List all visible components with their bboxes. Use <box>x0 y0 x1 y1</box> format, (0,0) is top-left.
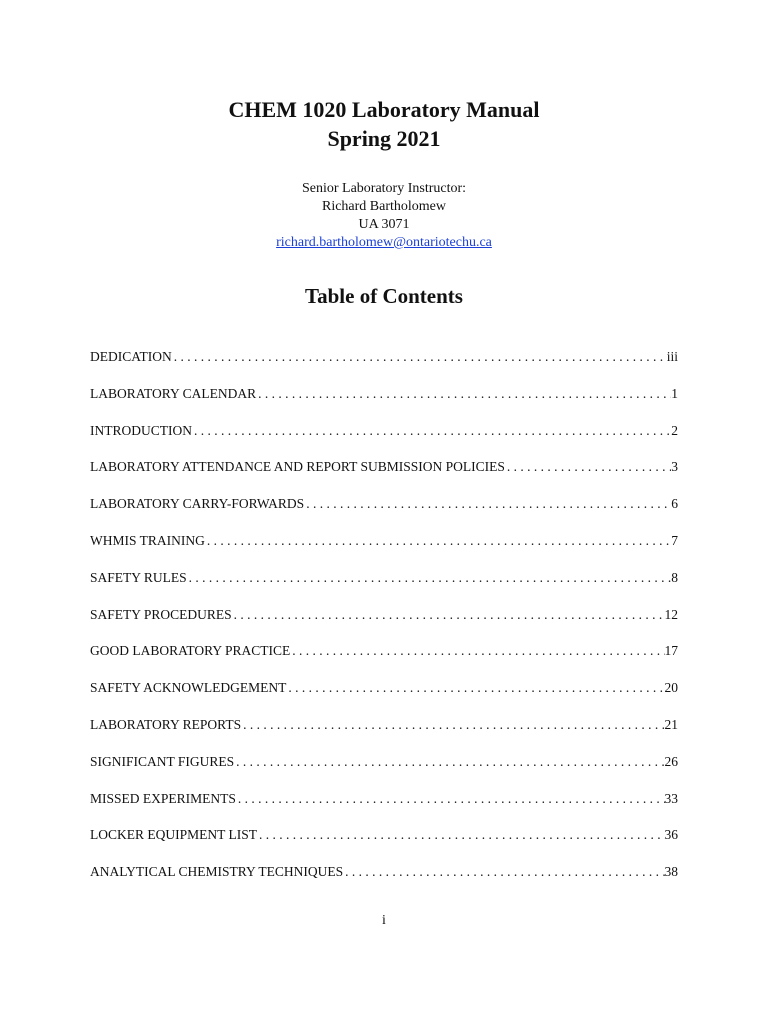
toc-dot-leader <box>187 570 672 586</box>
toc-entry-page: iii <box>666 349 678 364</box>
toc-entry-page: 12 <box>664 606 678 622</box>
toc-entry-page: 21 <box>664 716 678 732</box>
toc-entry[interactable] <box>90 717 678 754</box>
toc-entry-label: ANALYTICAL CHEMISTRY TECHNIQUES <box>90 864 344 880</box>
toc-entry[interactable] <box>90 680 678 717</box>
toc-entry[interactable] <box>90 864 678 901</box>
toc-dot-leader <box>241 717 664 733</box>
toc-entry[interactable] <box>90 643 678 680</box>
toc-entry-page: 38 <box>664 864 678 880</box>
toc-entry-label: LABORATORY CARRY-FORWARDS <box>90 496 305 512</box>
toc-entry-label: GOOD LABORATORY PRACTICE <box>90 643 291 659</box>
toc-entry-page: 36 <box>664 827 678 843</box>
toc-dot-leader <box>205 533 671 549</box>
toc-entry-page: 17 <box>664 643 678 659</box>
instructor-name: Richard Bartholomew <box>321 199 447 214</box>
toc-dot-leader <box>257 827 665 843</box>
instructor-role: Senior Laboratory Instructor: <box>301 181 467 196</box>
toc-entry[interactable] <box>90 827 678 864</box>
toc-entry-label: SAFETY RULES <box>90 569 187 585</box>
toc-entry-page: 7 <box>671 532 678 548</box>
toc-entry-page: 3 <box>671 459 678 475</box>
toc-entry-page: 1 <box>671 385 678 401</box>
toc-entry[interactable] <box>90 607 678 644</box>
toc-entry-label: LOCKER EQUIPMENT LIST <box>90 827 257 843</box>
toc-dot-leader <box>192 423 671 439</box>
toc-dot-leader <box>234 754 664 770</box>
table-of-contents <box>90 349 678 901</box>
toc-entry[interactable] <box>90 754 678 791</box>
toc-dot-leader <box>232 607 665 623</box>
toc-entry[interactable] <box>90 533 678 570</box>
document-term: Spring 2021 <box>327 126 441 151</box>
page-number: i <box>382 913 386 928</box>
toc-dot-leader <box>290 643 664 659</box>
toc-entry[interactable] <box>90 349 678 386</box>
toc-entry-page: 8 <box>671 569 678 585</box>
toc-dot-leader <box>256 386 671 402</box>
contact-block <box>0 180 768 252</box>
toc-entry-label: SIGNIFICANT FIGURES <box>90 753 235 769</box>
toc-dot-leader <box>172 349 667 365</box>
toc-entry-label: INTRODUCTION <box>90 422 192 438</box>
toc-entry-page: 26 <box>664 753 678 769</box>
instructor-email-link[interactable]: richard.bartholomew@ontariotechu.ca <box>276 235 492 250</box>
toc-dot-leader <box>505 459 671 475</box>
toc-entry-label: SAFETY PROCEDURES <box>90 606 232 622</box>
toc-entry-label: LABORATORY ATTENDANCE AND REPORT SUBMISSION POLICIES <box>90 459 505 475</box>
instructor-office: UA 3071 <box>358 217 410 232</box>
toc-entry-page: 6 <box>671 496 678 512</box>
toc-entry-label: WHMIS TRAINING <box>90 532 205 548</box>
toc-entry-label: DEDICATION <box>90 349 172 364</box>
document-title: CHEM 1020 Laboratory Manual <box>228 97 540 122</box>
toc-entry-label: SAFETY ACKNOWLEDGEMENT <box>90 680 287 696</box>
toc-entry[interactable] <box>90 423 678 460</box>
toc-entry[interactable] <box>90 386 678 423</box>
toc-dot-leader <box>304 496 671 512</box>
title-block <box>0 95 768 153</box>
toc-entry[interactable] <box>90 570 678 607</box>
toc-entry-label: LABORATORY REPORTS <box>90 716 242 732</box>
toc-heading: Table of Contents <box>305 284 463 308</box>
toc-entry-page: 33 <box>664 790 678 806</box>
toc-dot-leader <box>343 864 664 880</box>
toc-entry-label: LABORATORY CALENDAR <box>90 385 257 401</box>
toc-entry[interactable] <box>90 791 678 828</box>
toc-dot-leader <box>236 791 665 807</box>
toc-entry-page: 20 <box>664 680 678 696</box>
toc-dot-leader <box>286 680 664 696</box>
toc-entry[interactable] <box>90 496 678 533</box>
toc-entry-page: 2 <box>671 422 678 438</box>
toc-entry-label: MISSED EXPERIMENTS <box>90 790 236 806</box>
toc-entry[interactable] <box>90 459 678 496</box>
